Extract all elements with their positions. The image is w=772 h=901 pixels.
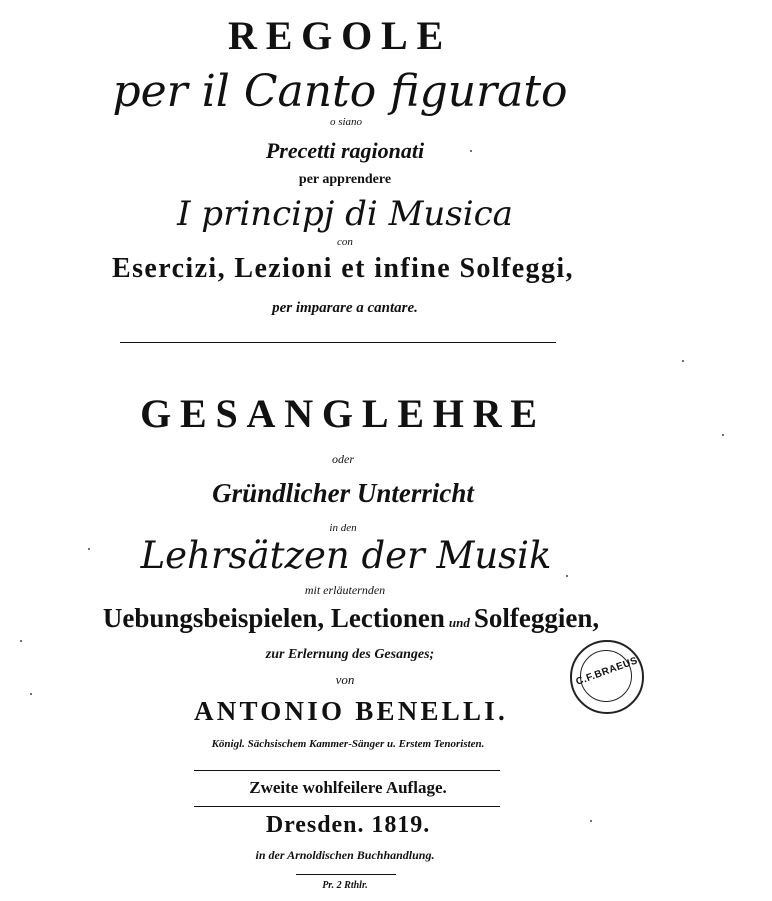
paper-speck bbox=[88, 548, 90, 550]
paper-speck bbox=[30, 693, 32, 695]
imprint-place-year: Dresden. 1819. bbox=[265, 812, 431, 838]
imprint-publisher: in der Arnoldischen Buchhandlung. bbox=[255, 848, 435, 862]
german-line-uebungsbeispielen-a: Uebungsbeispielen, Lectionen bbox=[102, 603, 445, 633]
paper-speck bbox=[566, 575, 568, 577]
divider-rule-1 bbox=[120, 342, 556, 343]
german-title: GESANGLEHRE bbox=[140, 391, 546, 436]
imprint-price: Pr. 2 Rthlr. bbox=[322, 880, 368, 891]
paper-speck bbox=[682, 360, 684, 362]
italian-subtitle: per il Canto figurato bbox=[112, 66, 568, 117]
library-stamp-text: C.F.BRAEUS bbox=[574, 655, 640, 688]
german-conjunction-3: mit erläuternden bbox=[304, 583, 386, 597]
divider-rule-3 bbox=[194, 806, 500, 807]
italian-title: REGOLE bbox=[228, 13, 452, 58]
german-conjunction-4: von bbox=[335, 672, 355, 687]
paper-speck bbox=[722, 434, 724, 436]
italian-line-apprendere: per apprendere bbox=[298, 172, 392, 187]
italian-line-cantare: per imparare a cantare. bbox=[272, 300, 418, 316]
german-line-unterricht: Gründlicher Unterricht bbox=[212, 478, 474, 508]
divider-rule-4 bbox=[296, 874, 396, 875]
german-line-uebungsbeispielen-und: und bbox=[448, 615, 470, 630]
paper-speck bbox=[470, 150, 472, 152]
author-name: ANTONIO BENELLI. bbox=[194, 696, 508, 726]
italian-line-precetti: Precetti ragionati bbox=[265, 138, 425, 163]
italian-line-principj: I principj di Musica bbox=[177, 194, 513, 234]
author-title: Königl. Sächsischem Kammer-Sänger u. Erstem Tenoristen. bbox=[211, 738, 485, 750]
german-conjunction-1: oder bbox=[332, 452, 354, 466]
german-line-uebungsbeispielen-c: Solfeggien, bbox=[473, 603, 600, 633]
italian-line-esercizi: Esercizi, Lezioni et infine Solfeggi, bbox=[112, 253, 574, 284]
paper-speck bbox=[20, 640, 22, 642]
german-line-musik: Lehrsätzen der Musik bbox=[140, 534, 552, 577]
german-line-gesanges: zur Erlernung des Gesanges; bbox=[265, 647, 435, 662]
italian-conjunction-2: con bbox=[337, 236, 353, 248]
german-line-uebungsbeispielen bbox=[0, 603, 702, 634]
italian-conjunction-1: o siano bbox=[329, 116, 363, 128]
german-conjunction-2: in den bbox=[329, 522, 357, 534]
divider-rule-2 bbox=[194, 770, 500, 771]
edition-statement: Zweite wohlfeilere Auflage. bbox=[249, 778, 447, 797]
paper-speck bbox=[590, 820, 592, 822]
library-stamp bbox=[570, 640, 644, 714]
